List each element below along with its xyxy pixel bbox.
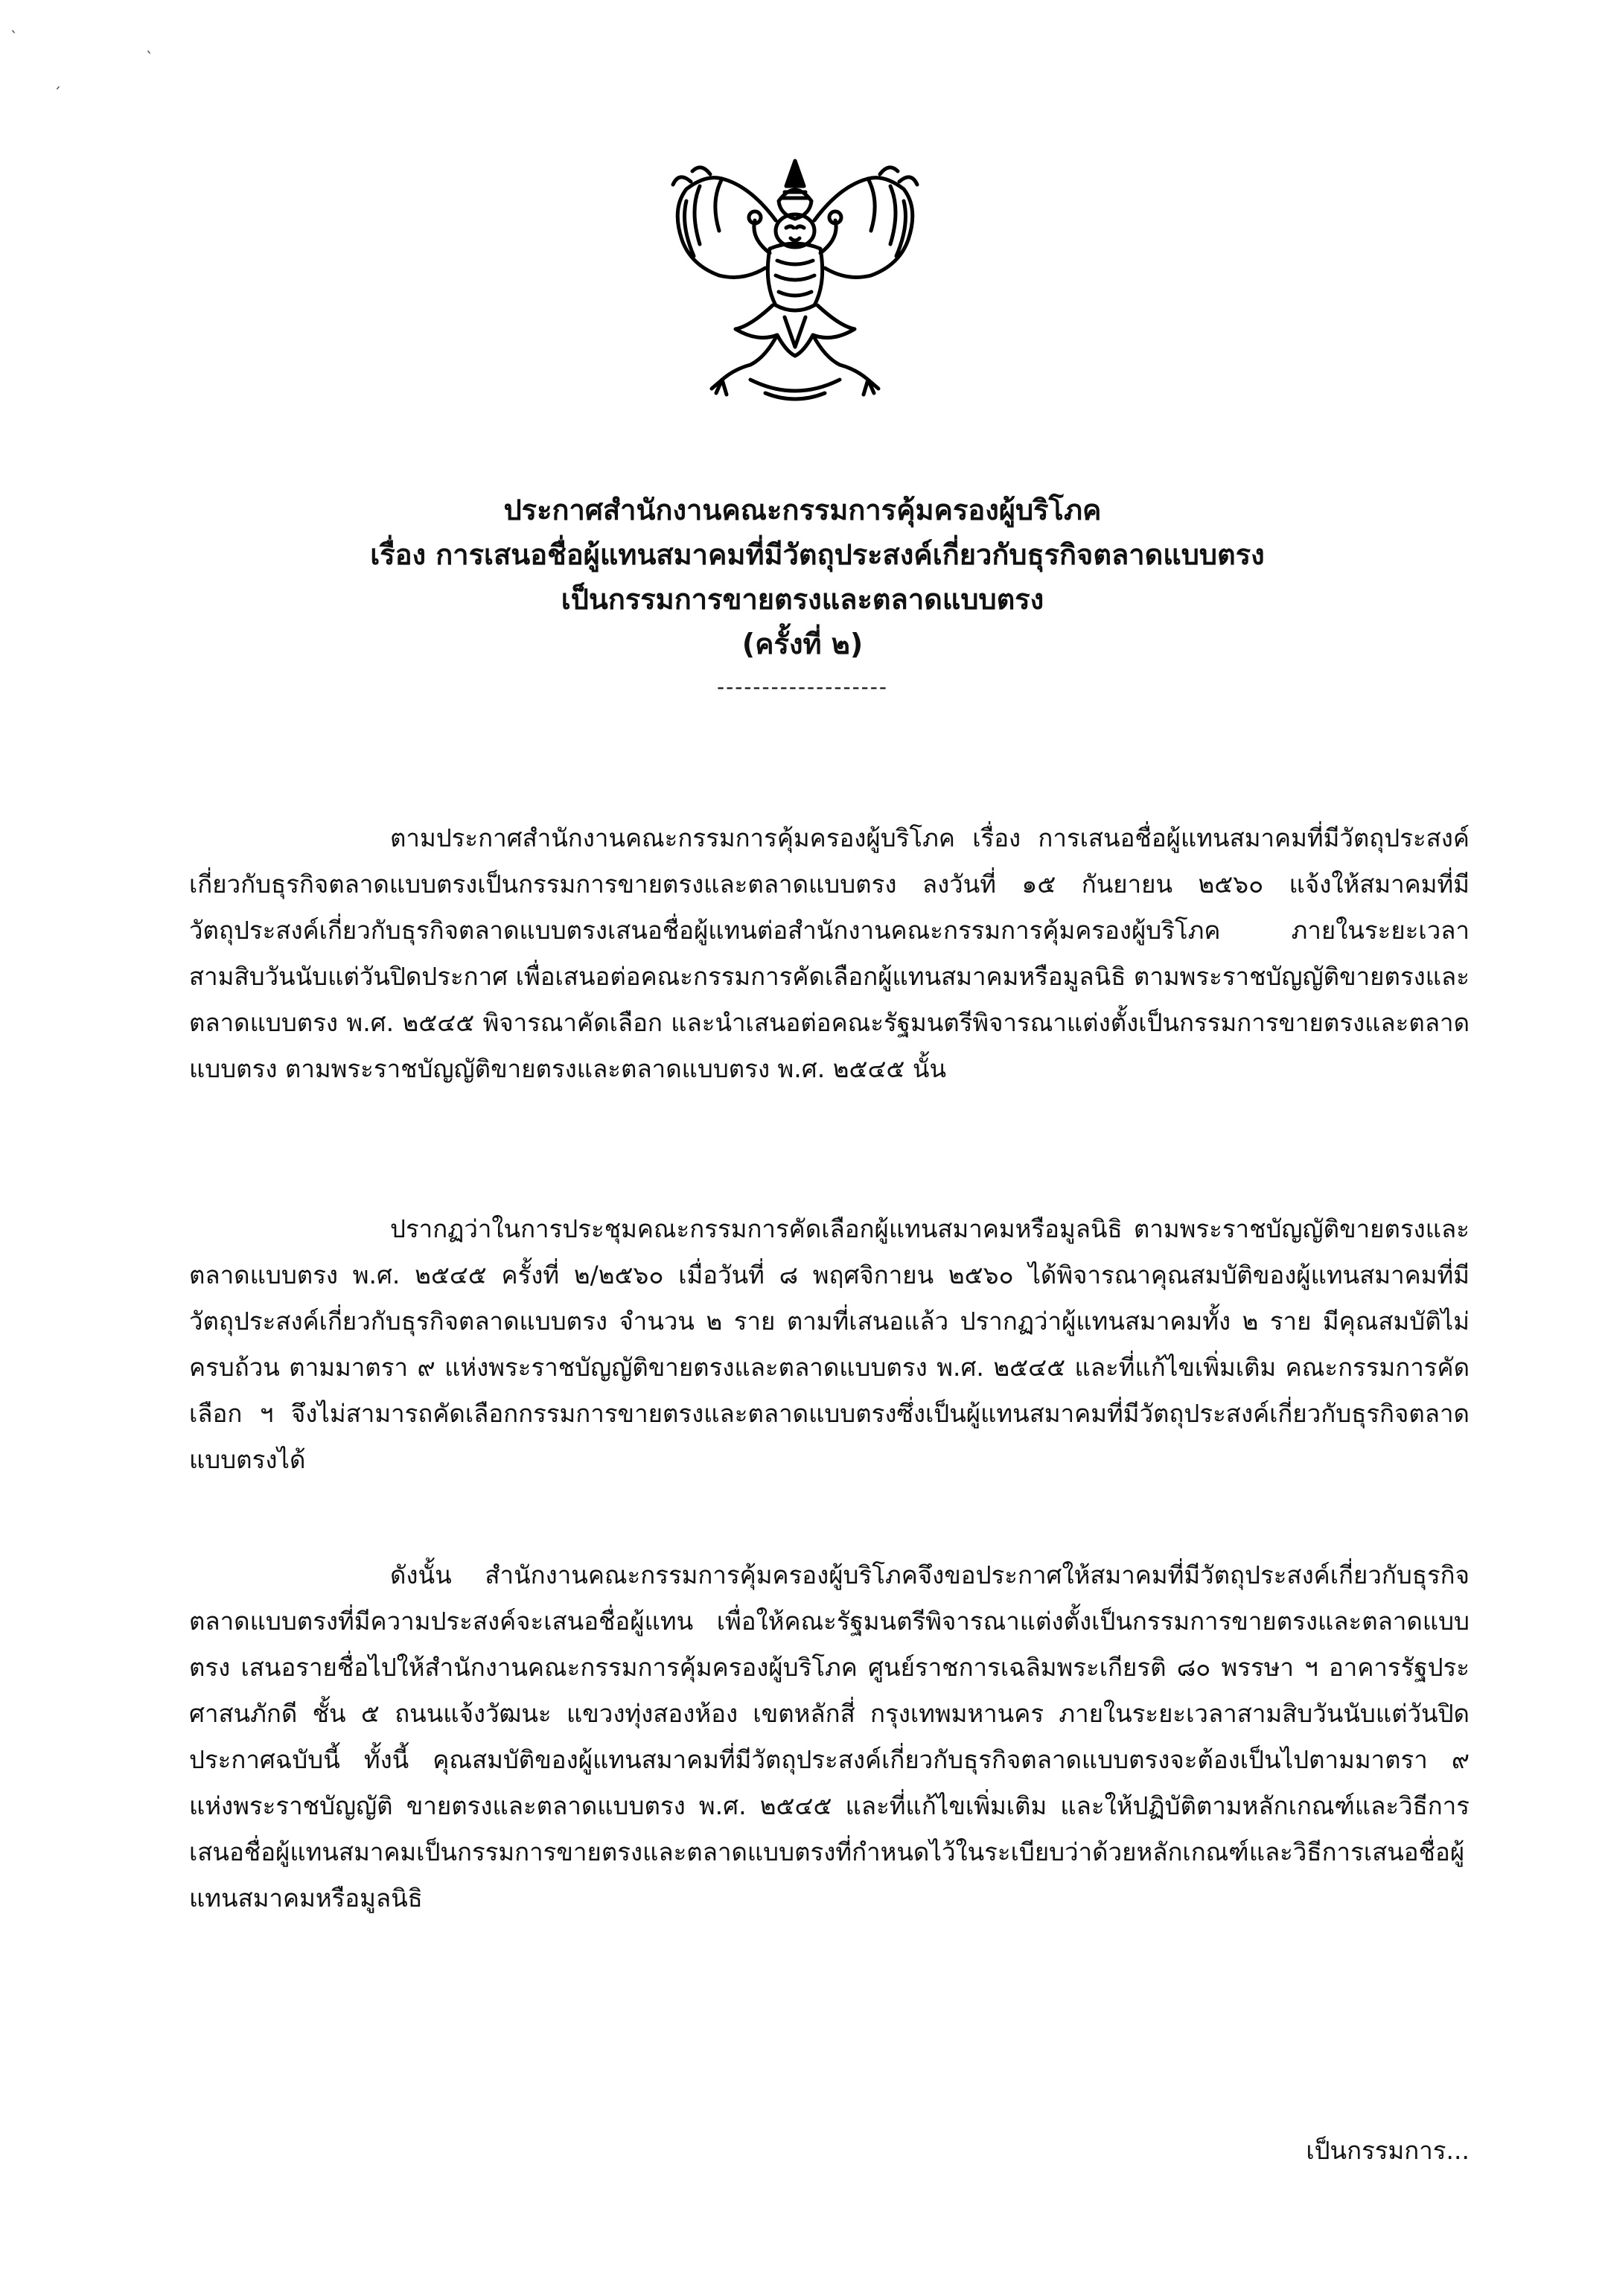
announcement-issuer: ประกาศสำนักงานคณะกรรมการคุ้มครองผู้บริโภค bbox=[503, 494, 1102, 526]
paragraph-1-container bbox=[189, 815, 1470, 1092]
header-separator: ------------------- bbox=[717, 675, 888, 699]
announcement-subject-cont: เป็นกรรมการขายตรงและตลาดแบบตรง bbox=[561, 583, 1044, 616]
paragraph-3: ดังนั้น สำนักงานคณะกรรมการคุ้มครองผู้บริโภคจึงขอประกาศให้สมาคมที่มีวัตถุประสงค์เกี่ยวกับธุรกิจตลาดแบบตรงที่มีความประสงค์จะเสนอชื่อผู้แทน เพื่อให้คณะรัฐมนตรีพิจารณาแต่งตั้งเป็นกรรมการขายตรงและตลาดแบบตรง เสนอรายชื่อไปให้สำนักงานคณะกรรมการคุ้มครองผู้บริโภค ศูนย์ราชการเฉลิมพระเกียรติ ๘๐ พรรษา ฯ อาคารรัฐประศาสนภักดี ชั้น ๕ ถนนแจ้งวัฒนะ แขวงทุ่งสองห้อง เขตหลักสี่ กรุงเทพมหานคร ภายในระยะเวลาสามสิบวันนับแต่วันปิดประกาศฉบับนี้ ทั้งนี้ คุณสมบัติของผู้แทนสมาคมที่มีวัตถุประสงค์เกี่ยวกับธุรกิจตลาดแบบตรงจะต้องเป็นไปตามมาตรา ๙ แห่งพระราชบัญญัติ ขายตรงและตลาดแบบตรง พ.ศ. ๒๕๔๕ และที่แก้ไขเพิ่มเติม และให้ปฏิบัติตามหลักเกณฑ์และวิธีการเสนอชื่อผู้แทนสมาคมเป็นกรรมการขายตรงและตลาดแบบตรงที่กำหนดไว้ในระเบียบว่าด้วยหลักเกณฑ์และวิธีการเสนอชื่อผู้แทนสมาคมหรือมูลนิธิ bbox=[189, 1560, 1470, 1913]
scan-speck: ˏ bbox=[54, 71, 61, 89]
garuda-emblem bbox=[639, 156, 951, 409]
announcement-round: (ครั้งที่ ๒) bbox=[741, 628, 864, 660]
announcement-header bbox=[0, 488, 1605, 702]
paragraph-2: ปรากฏว่าในการประชุมคณะกรรมการคัดเลือกผู้แทนสมาคมหรือมูลนิธิ ตามพระราชบัญญัติขายตรงและตลาดแบบตรง พ.ศ. ๒๕๔๕ ครั้งที่ ๒/๒๕๖๐ เมื่อวันที่ ๘ พฤศจิกายน ๒๕๖๐ ได้พิจารณาคุณสมบัติของผู้แทนสมาคมที่มีวัตถุประสงค์เกี่ยวกับธุรกิจตลาดแบบตรง จำนวน ๒ ราย ตามที่เสนอแล้ว ปรากฏว่าผู้แทนสมาคมทั้ง ๒ ราย มีคุณสมบัติไม่ครบถ้วน ตามมาตรา ๙ แห่งพระราชบัญญัติขายตรงและตลาดแบบตรง พ.ศ. ๒๕๔๕ และที่แก้ไขเพิ่มเติม คณะกรรมการคัดเลือก ฯ จึงไม่สามารถคัดเลือกกรรมการขายตรงและตลาดแบบตรงซึ่งเป็นผู้แทนสมาคมที่มีวัตถุประสงค์เกี่ยวกับธุรกิจตลาดแบบตรงได้ bbox=[189, 1214, 1470, 1474]
announcement-subject: เรื่อง การเสนอชื่อผู้แทนสมาคมที่มีวัตถุประสงค์เกี่ยวกับธุรกิจตลาดแบบตรง bbox=[370, 538, 1265, 571]
paragraph-1: ตามประกาศสำนักงานคณะกรรมการคุ้มครองผู้บริโภค เรื่อง การเสนอชื่อผู้แทนสมาคมที่มีวัตถุประสงค์เกี่ยวกับธุรกิจตลาดแบบตรงเป็นกรรมการขายตรงและตลาดแบบตรง ลงวันที่ ๑๕ กันยายน ๒๕๖๐ แจ้งให้สมาคมที่มีวัตถุประสงค์เกี่ยวกับธุรกิจตลาดแบบตรงเสนอชื่อผู้แทนต่อสำนักงานคณะกรรมการคุ้มครองผู้บริโภค ภายในระยะเวลาสามสิบวันนับแต่วันปิดประกาศ เพื่อเสนอต่อคณะกรรมการคัดเลือกผู้แทนสมาคมหรือมูลนิธิ ตามพระราชบัญญัติขายตรงและตลาดแบบตรง พ.ศ. ๒๕๔๕ พิจารณาคัดเลือก และนำเสนอต่อคณะรัฐมนตรีพิจารณาแต่งตั้งเป็นกรรมการขายตรงและตลาดแบบตรง ตามพระราชบัญญัติขายตรงและตลาดแบบตรง พ.ศ. ๒๕๔๕ นั้น bbox=[189, 823, 1470, 1083]
scan-speck: ˎ bbox=[146, 36, 153, 54]
paragraph-3-container bbox=[189, 1552, 1470, 1922]
scan-speck: ˋ bbox=[10, 28, 18, 46]
paragraph-2-container bbox=[189, 1206, 1470, 1483]
page-continuation: เป็นกรรมการ... bbox=[1306, 2136, 1470, 2165]
